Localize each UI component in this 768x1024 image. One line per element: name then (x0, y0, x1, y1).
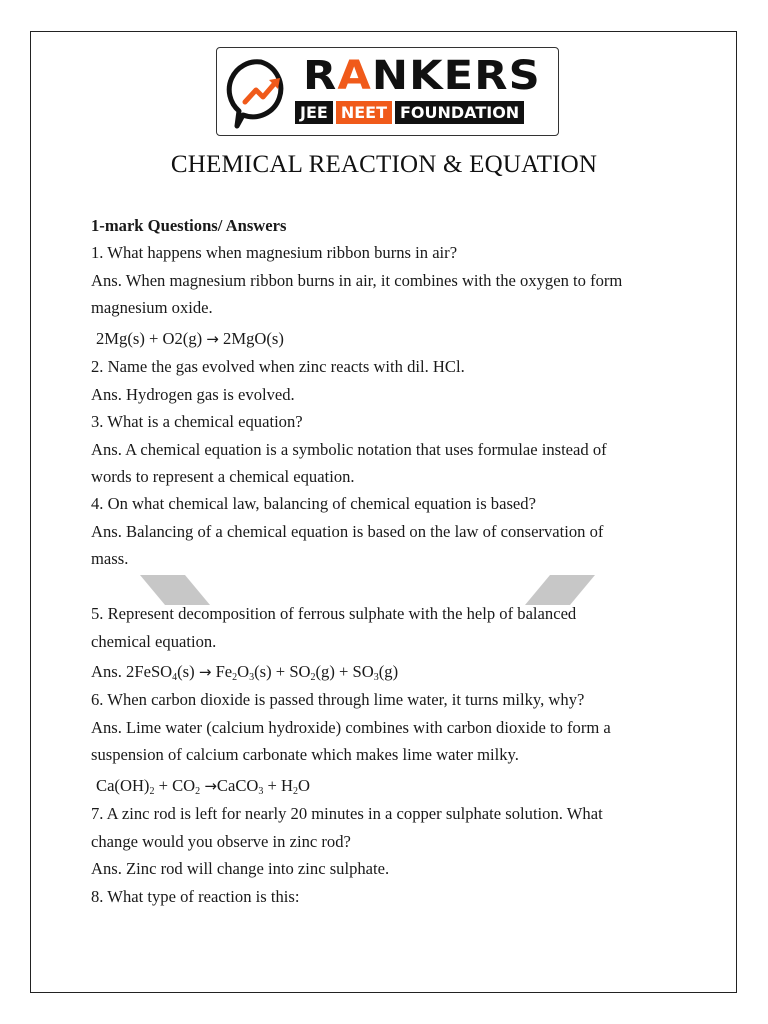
question-5-line-1: 5. Represent decomposition of ferrous sulphate with the help of balanced (91, 604, 577, 623)
answer-1-line-2: magnesium oxide. (91, 298, 213, 317)
question-7-line-2: change would you observe in zinc rod? (91, 832, 351, 851)
answer-6-line-2: suspension of calcium carbonate which makes lime water milky. (91, 745, 519, 764)
brand-tagline (295, 101, 524, 124)
answer-3-line-2: words to represent a chemical equation. (91, 467, 355, 486)
question-8: 8. What type of reaction is this: (91, 887, 300, 906)
answer-2: Ans. Hydrogen gas is evolved. (91, 385, 295, 404)
tag-neet: NEET (336, 101, 392, 124)
arrow-icon: → (204, 777, 217, 795)
equation-1: 2Mg(s) + O2(g) → 2MgO(s) (96, 329, 284, 348)
answer-7: Ans. Zinc rod will change into zinc sulphate. (91, 859, 390, 878)
answer-6-line-1: Ans. Lime water (calcium hydroxide) combines with carbon dioxide to form a (91, 718, 611, 737)
question-2: 2. Name the gas evolved when zinc reacts with dil. HCl. (91, 357, 465, 376)
answer-1-line-1: Ans. When magnesium ribbon burns in air, it combines with the oxygen to form (91, 271, 623, 290)
question-7-line-1: 7. A zinc rod is left for nearly 20 minutes in a copper sulphate solution. What (91, 804, 603, 823)
arrow-icon: → (206, 330, 219, 348)
tag-jee: JEE (295, 101, 333, 124)
answer-3-line-1: Ans. A chemical equation is a symbolic notation that uses formulae instead of (91, 440, 607, 459)
tag-foundation: FOUNDATION (395, 101, 524, 124)
question-1: 1. What happens when magnesium ribbon burns in air? (91, 243, 458, 262)
brand-name: RANKERS (303, 53, 541, 99)
section-heading: 1-mark Questions/ Answers (91, 216, 287, 235)
watermark-shape-right (525, 575, 595, 605)
answer-5-equation: Ans. 2FeSO$_4$(s) → $Fe_2O_3(s) + SO_2(g) + SO_3(g)$ (91, 662, 399, 683)
question-4: 4. On what chemical law, balancing of chemical equation is based? (91, 494, 536, 513)
chat-bubble-growth-arrow-icon (225, 56, 297, 130)
arrow-icon: → (198, 663, 212, 681)
page-title: CHEMICAL REACTION & EQUATION (170, 151, 598, 178)
answer-4-line-1: Ans. Balancing of a chemical equation is based on the law of conservation of (91, 522, 604, 541)
question-6: 6. When carbon dioxide is passed through lime water, it turns milky, why? (91, 690, 585, 709)
question-5-line-2: chemical equation. (91, 632, 217, 651)
equation-6: $Ca(OH)_2 + CO_2$ →CaCO$_3$ + $H_2O$ (96, 776, 311, 797)
answer-4-line-2: mass. (91, 549, 129, 568)
rankers-logo (216, 47, 559, 136)
watermark-shape-left (140, 575, 210, 605)
question-3: 3. What is a chemical equation? (91, 412, 303, 431)
